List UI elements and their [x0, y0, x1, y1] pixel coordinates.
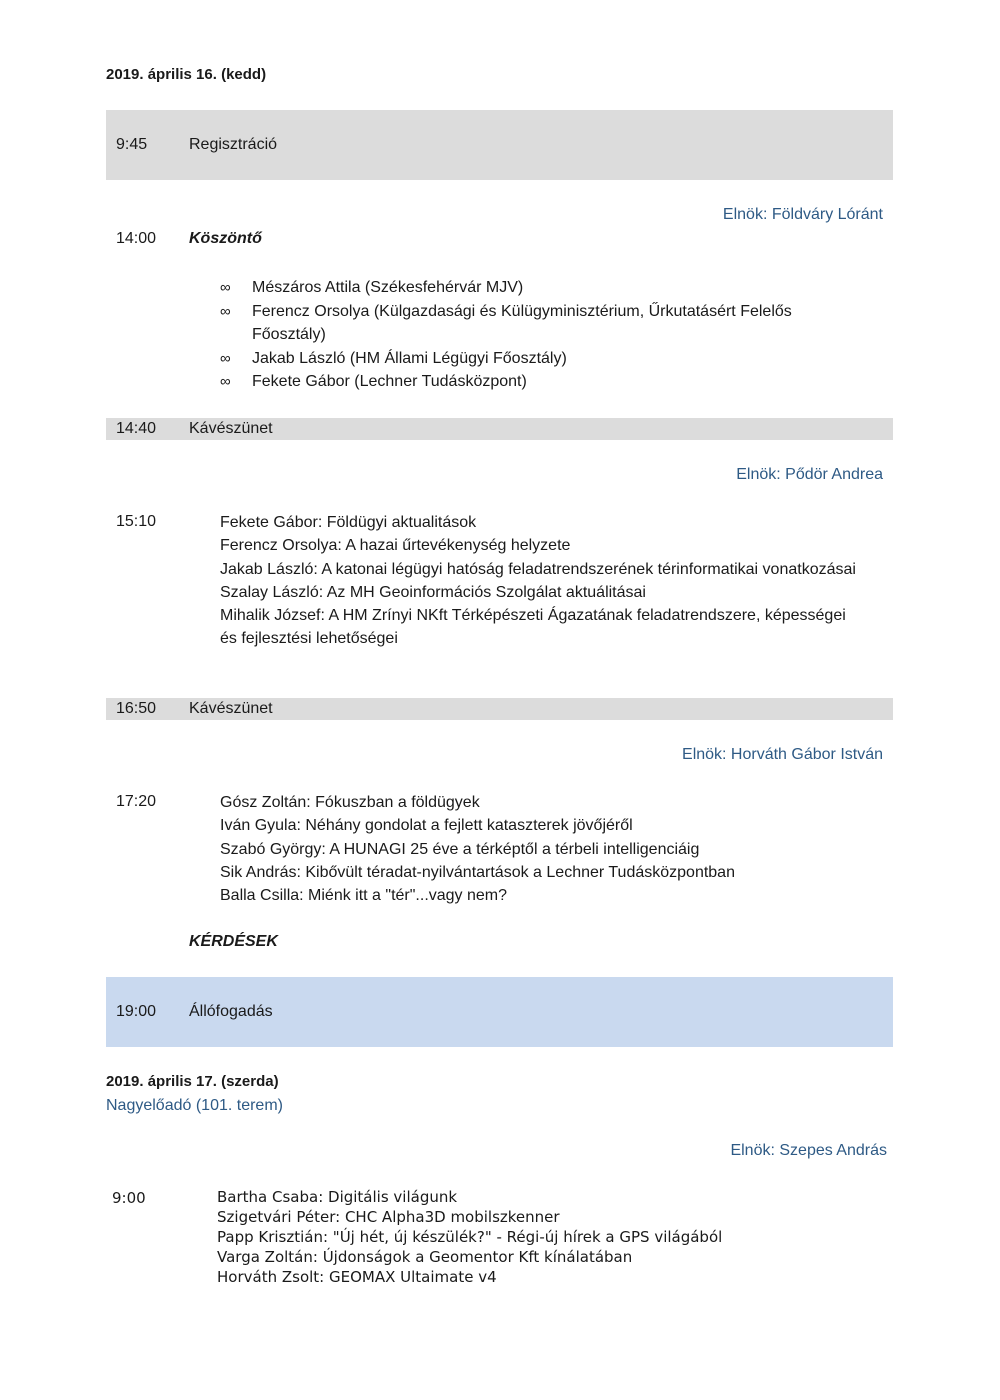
registration-label: Regisztráció	[189, 136, 278, 153]
talk-item: Gósz Zoltán: Fókuszban a földügyek	[220, 794, 480, 811]
list-item: ∞ Jakab László (HM Állami Légügyi Főosztály)	[220, 347, 860, 371]
infinity-bullet-icon: ∞	[220, 373, 231, 390]
talk-item: Bartha Csaba: Digitális világunk	[217, 1188, 458, 1206]
welcome-speaker-list	[220, 276, 860, 394]
break1-label: Kávészünet	[189, 420, 273, 437]
break1-row	[106, 418, 893, 440]
infinity-bullet-icon: ∞	[220, 279, 231, 296]
session2-chair: Elnök: Pődör Andrea	[736, 466, 883, 483]
talk-item: Horváth Zsolt: GEOMAX Ultaimate v4	[217, 1268, 497, 1286]
session3-talk-list	[220, 791, 860, 907]
questions-label: KÉRDÉSEK	[189, 933, 278, 950]
break1-time: 14:40	[116, 420, 157, 437]
day2-session1-chair: Elnök: Szepes András	[730, 1142, 887, 1159]
talk-item: Papp Krisztián: "Új hét, új készülék?" - Régi-új hírek a GPS világából	[217, 1228, 723, 1246]
session1-time: 14:00	[116, 230, 157, 247]
session3-chair: Elnök: Horváth Gábor István	[682, 746, 883, 763]
session3-time: 17:20	[116, 793, 157, 810]
day2-venue: Nagyelőadó (101. terem)	[106, 1097, 283, 1114]
day1-heading: 2019. április 16. (kedd)	[106, 66, 267, 83]
talk-item: Mihalik József: A HM Zrínyi NKft Térképészeti Ágazatának feladatrendszere, képességei és fejlesztési lehetőségei	[220, 607, 846, 648]
talk-item: Szigetvári Péter: CHC Alpha3D mobilszkenner	[217, 1208, 560, 1226]
talk-item: Jakab László: A katonai légügyi hatóság feladatrendszerének térinformatikai vonatkozásai	[220, 560, 856, 578]
talk-item: Varga Zoltán: Újdonságok a Geomentor Kft kínálatában	[217, 1248, 633, 1266]
talk-item: Balla Csilla: Miénk itt a "tér"...vagy nem?	[220, 887, 508, 905]
registration-row	[106, 110, 893, 180]
session2-time: 15:10	[116, 513, 157, 530]
reception-row	[106, 977, 893, 1047]
reception-time: 19:00	[116, 1003, 157, 1020]
talk-item: Sik András: Kibővült téradat-nyilvántartások a Lechner Tudásközpontban	[220, 863, 735, 881]
break2-label: Kávészünet	[189, 700, 273, 717]
infinity-bullet-icon: ∞	[220, 349, 231, 367]
session1-chair: Elnök: Földváry Lóránt	[722, 206, 883, 223]
day2-session1-time: 9:00	[112, 1189, 146, 1207]
break2-time: 16:50	[116, 700, 157, 717]
talk-item: Ferencz Orsolya: A hazai űrtevékenység helyzete	[220, 537, 571, 555]
talk-item: Szabó György: A HUNAGI 25 éve a térképtől a térbeli intelligenciáig	[220, 840, 700, 858]
day2-heading: 2019. április 17. (szerda)	[106, 1073, 279, 1090]
day2-session1-talk-list	[217, 1187, 877, 1287]
session2-talk-list	[220, 511, 860, 651]
list-item: ∞ Mészáros Attila (Székesfehérvár MJV)	[220, 276, 860, 300]
talk-item: Szalay László: Az MH Geoinformációs Szolgálat aktuálitásai	[220, 583, 646, 601]
registration-time: 9:45	[116, 136, 148, 153]
talk-item: Iván Gyula: Néhány gondolat a fejlett kataszterek jövőjéről	[220, 817, 633, 835]
session1-title: Köszöntő	[189, 230, 262, 247]
infinity-bullet-icon: ∞	[220, 302, 231, 320]
break2-row	[106, 698, 893, 720]
talk-item: Fekete Gábor: Földügyi aktualitások	[220, 514, 477, 531]
list-item: ∞ Ferencz Orsolya (Külgazdasági és Külügyminisztérium, Űrkutatásért Felelős Főosztály)	[220, 300, 860, 347]
reception-label: Állófogadás	[189, 1003, 273, 1020]
list-item: ∞ Fekete Gábor (Lechner Tudásközpont)	[220, 370, 860, 394]
